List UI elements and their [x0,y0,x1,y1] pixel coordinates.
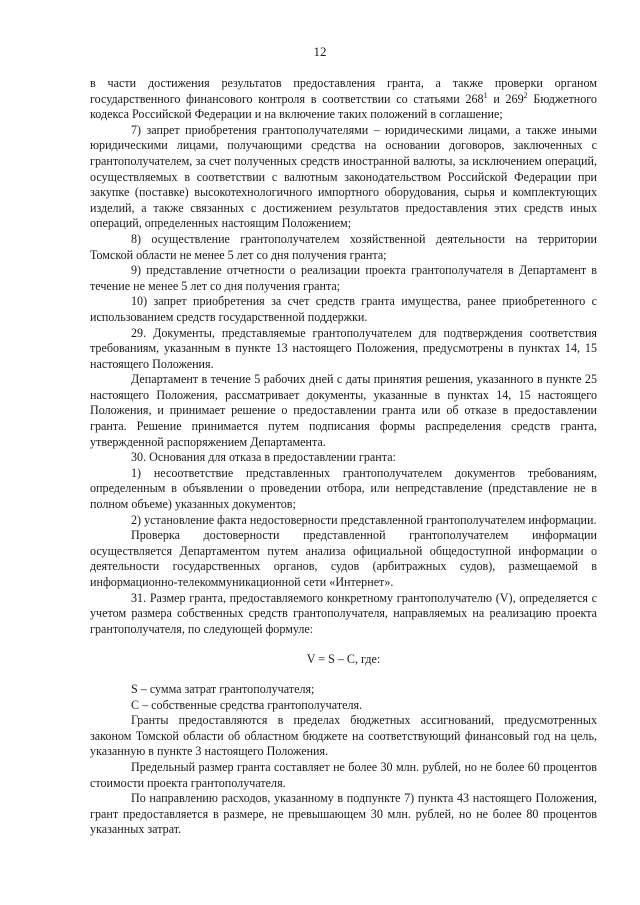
superscript: 1 [483,90,488,100]
paragraph-section-30: 30. Основания для отказа в предоставлении гранта: [131,450,396,465]
definition-c: C – собственные средства грантополучателя. [131,697,363,712]
grant-formula: V = S – C, где: [306,652,381,667]
paragraph-item-9: 9) представление отчетности о реализации проекта грантополучателя в Департамент в течение не менее 5 лет со дня получения гранта; [90,263,597,293]
paragraph-section-31: 31. Размер гранта, предоставляемого конкретному грантополучателю (V), определяется с учетом размера собственных средств грантополучателя, направляемых на реализацию проекта грантополучателя, по следующей формуле: [90,590,597,636]
document-body [90,76,597,838]
paragraph-text: Бюджетного кодекса Российской Федерации и на включение таких положений в соглашение; [90,91,597,122]
paragraph-text: в части достижения результатов предоставления гранта, а также проверки органом государственного финансового контроля в соответствии со статьями 268 [90,76,597,106]
paragraph-item-7: 7) запрет приобретения грантополучателями – юридическими лицами, а также иными юридическими лицами, получающими средства на основании договоров, заключенных с грантополучателем, за счет полученных средств иностранной валюты, за исключением операций, осуществляемых в соответствии с валютным законодательством Российской Федерации при закупке (поставке) высокотехнологичного импортного оборудования, сырья и комплектующих изделий, а также связанных с достижением результатов предоставления этих средств иных операций, определенных настоящим Положением; [90,122,597,231]
paragraph-section-30-verification: Проверка достоверности представленной грантополучателем информации осуществляется Департаментом путем анализа официальной общедоступной информации о деятельности государственных органов, судов (арбитражных судов), размещаемой в информационно-телекоммуникационной сети «Интернет». [90,528,597,589]
paragraph-text: и 269 [487,91,524,106]
paragraph-section-29-decision: Департамент в течение 5 рабочих дней с даты принятия решения, указанного в пункте 25 настоящего Положения, рассматривает документы, указанные в пунктах 14, 15 настоящего Положения, и принимает решение о предоставлении гранта или об отказе в предоставлении гранта. Решение принимается путем подписания формы распределения средств гранта, утвержденной распоряжением Департамента. [90,372,597,449]
paragraph-item-8: 8) осуществление грантополучателем хозяйственной деятельности на территории Томской области не менее 5 лет со дня получения гранта; [90,231,597,262]
paragraph-condition-continuation [90,76,597,123]
paragraph-section-30-item-1: 1) несоответствие представленных грантополучателем документов требованиям, определенным в объявлении о проведении отбора, или непредставление (представление не в полном объеме) указанных документов; [90,465,597,512]
superscript: 2 [523,90,528,100]
paragraph-budget-limits: Гранты предоставляются в пределах бюджетных ассигнований, предусмотренных законом Томской области об областном бюджете на соответствующий финансовый год на цель, указанную в пункте 3 настоящего Положения. [90,713,597,759]
paragraph-section-30-item-2: 2) установление факта недостоверности представленной грантополучателем информации. [131,512,597,527]
paragraph-expense-direction: По направлению расходов, указанному в подпункте 7) пункта 43 настоящего Положения, грант предоставляется в размере, не превышающем 30 млн. рублей, но не более 80 процентов указанных затрат. [90,791,597,837]
paragraph-max-grant: Предельный размер гранта составляет не более 30 млн. рублей, но не более 60 процентов стоимости проекта грантополучателя. [90,759,597,790]
page-number: 12 [313,44,327,59]
paragraph-section-29: 29. Документы, представляемые грантополучателем для подтверждения соответствия требованиям, указанным в пункте 13 настоящего Положения, предусмотрены в пунктах 14, 15 настоящего Положения. [90,325,597,371]
paragraph-item-10: 10) запрет приобретения за счет средств гранта имущества, ранее приобретенного с использованием средств государственной поддержки. [90,294,597,324]
definition-s: S – сумма затрат грантополучателя; [131,681,315,696]
